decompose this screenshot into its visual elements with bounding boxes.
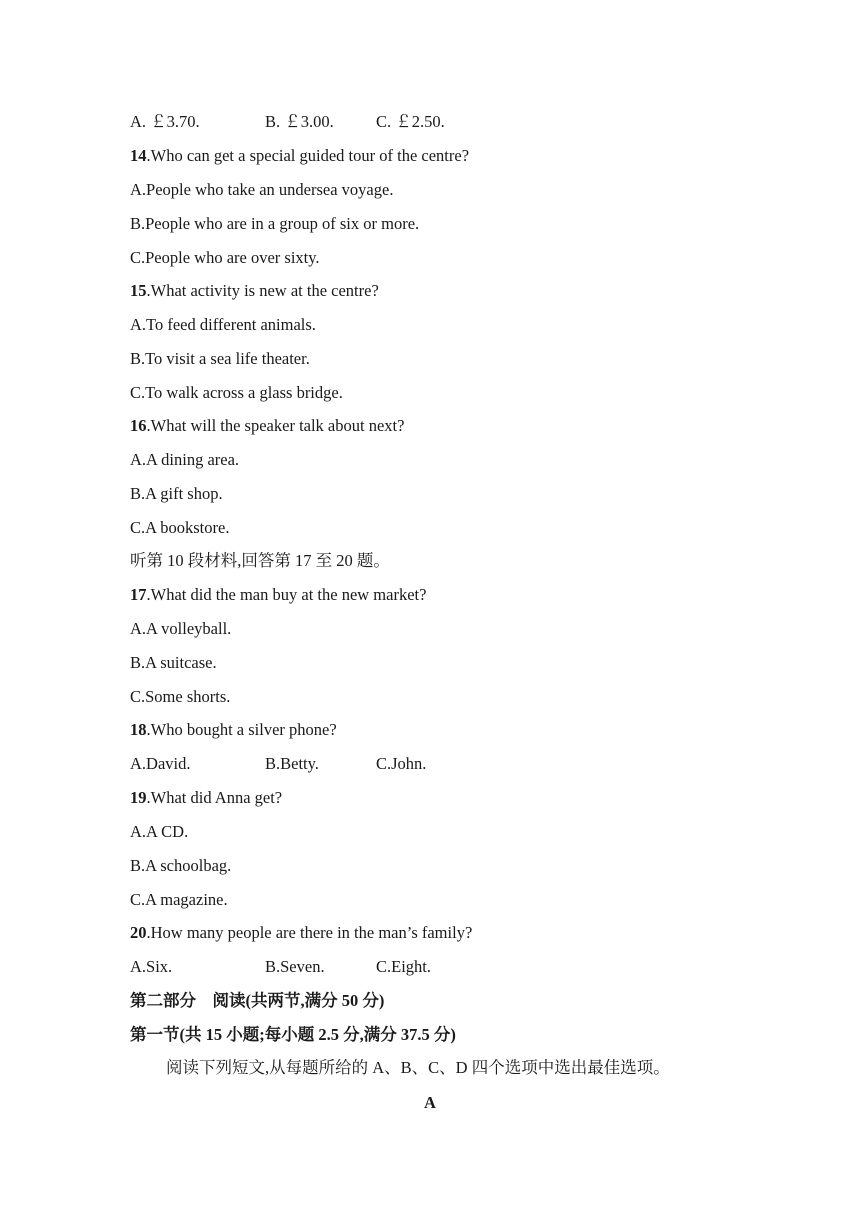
question-16	[130, 416, 404, 436]
question-number: 16	[130, 416, 147, 435]
question-number: 18	[130, 720, 147, 739]
passage-label: A	[424, 1093, 436, 1112]
option-b: B.People who are in a group of six or more.	[130, 214, 420, 233]
question-20	[130, 923, 472, 943]
option-c: C. ￡2.50.	[376, 112, 445, 131]
question-text: .Who can get a special guided tour of the centre?	[146, 146, 470, 165]
question-number: 20	[130, 923, 147, 942]
question-number: 15	[130, 281, 147, 300]
question-15	[130, 281, 379, 301]
option-a: A.Six.	[130, 957, 173, 976]
part-heading: 第二部分 阅读(共两节,满分 50 分)	[130, 991, 385, 1010]
question-number: 14	[130, 146, 147, 165]
question-14	[130, 146, 469, 166]
section-heading: 第一节(共 15 小题;每小题 2.5 分,满分 37.5 分)	[130, 1025, 456, 1044]
option-b: B.A schoolbag.	[130, 856, 232, 875]
option-a: A.People who take an undersea voyage.	[130, 180, 394, 199]
option-b: B.Betty.	[265, 754, 319, 773]
question-number: 17	[130, 585, 147, 604]
option-a: A.To feed different animals.	[130, 315, 316, 334]
option-c: C.Eight.	[376, 957, 432, 976]
question-18	[130, 720, 337, 740]
section-instruction: 听第 10 段材料,回答第 17 至 20 题。	[130, 551, 390, 570]
question-17	[130, 585, 426, 605]
question-19	[130, 788, 282, 808]
option-b: B.A gift shop.	[130, 484, 223, 503]
option-b: B.To visit a sea life theater.	[130, 349, 310, 368]
option-c: C.To walk across a glass bridge.	[130, 383, 343, 402]
option-a: A.David.	[130, 754, 191, 773]
reading-instruction: 阅读下列短文,从每题所给的 A、B、C、D 四个选项中选出最佳选项。	[166, 1058, 670, 1077]
option-b: B.Seven.	[265, 957, 325, 976]
option-c: C.People who are over sixty.	[130, 248, 320, 267]
question-text: .What activity is new at the centre?	[146, 281, 379, 300]
option-c: C.A bookstore.	[130, 518, 230, 537]
option-a: A.A volleyball.	[130, 619, 232, 638]
option-a: A. ￡3.70.	[130, 112, 200, 131]
option-c: C.Some shorts.	[130, 687, 231, 706]
question-text: .What will the speaker talk about next?	[146, 416, 405, 435]
option-a: A.A dining area.	[130, 450, 240, 469]
option-c: C.A magazine.	[130, 890, 228, 909]
question-text: .What did the man buy at the new market?	[146, 585, 427, 604]
option-b: B.A suitcase.	[130, 653, 217, 672]
option-a: A.A CD.	[130, 822, 189, 841]
option-b: B. ￡3.00.	[265, 112, 334, 131]
question-text: .Who bought a silver phone?	[146, 720, 337, 739]
option-c: C.John.	[376, 754, 427, 773]
question-text: .How many people are there in the man’s family?	[146, 923, 473, 942]
question-number: 19	[130, 788, 147, 807]
question-text: .What did Anna get?	[146, 788, 283, 807]
